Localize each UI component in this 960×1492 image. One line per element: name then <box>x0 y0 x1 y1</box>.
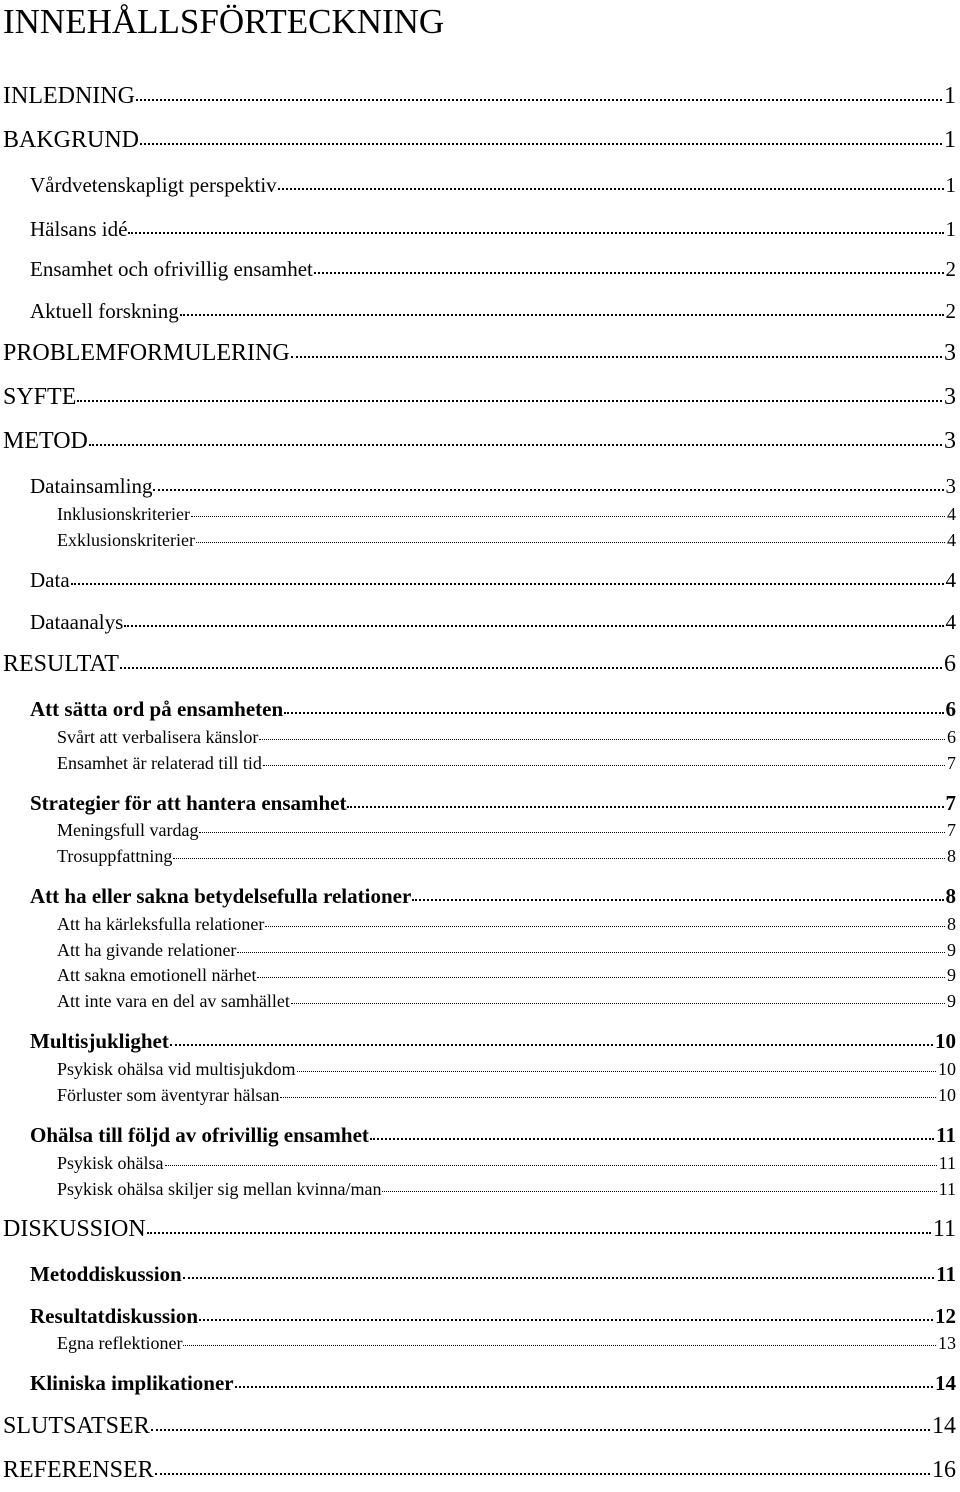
toc-page-number: 7 <box>947 753 956 774</box>
toc-leader-dots <box>412 899 943 901</box>
toc-entry[interactable] <box>57 1086 956 1104</box>
toc-leader-dots <box>257 977 945 978</box>
toc-page-number: 1 <box>945 216 956 241</box>
toc-entry-title: Data <box>30 567 70 592</box>
toc-entry-title: Kliniska implikationer <box>30 1370 234 1395</box>
toc-page-number: 6 <box>945 696 956 721</box>
toc-entry[interactable] <box>30 790 956 815</box>
toc-leader-dots <box>140 143 942 145</box>
toc-entry-title: Svårt att verbalisera känslor <box>57 727 259 748</box>
toc-entry-title: SYFTE <box>3 384 77 411</box>
toc-page-number: 10 <box>938 1059 956 1080</box>
toc-entry[interactable] <box>3 652 956 676</box>
toc-entry[interactable] <box>30 567 956 592</box>
toc-entry-title: Resultatdiskussion <box>30 1303 199 1328</box>
toc-page-number: 4 <box>947 530 956 551</box>
toc-entry-title: Meningsfull vardag <box>57 820 199 841</box>
toc-entry[interactable] <box>57 941 956 959</box>
toc-entry[interactable] <box>3 84 956 108</box>
toc-entry-title: METOD <box>3 428 88 455</box>
toc-entry-title: Att inte vara en del av samhället <box>57 991 290 1012</box>
toc-leader-dots <box>278 188 944 190</box>
toc-leader-dots <box>314 272 944 274</box>
toc-leader-dots <box>89 444 942 446</box>
toc-entry-title: Psykisk ohälsa skiljer sig mellan kvinna/man <box>57 1179 382 1200</box>
toc-entry[interactable] <box>30 1261 956 1286</box>
toc-entry-title: Psykisk ohälsa <box>57 1153 164 1174</box>
toc-entry-title: Aktuell forskning <box>30 298 179 323</box>
toc-leader-dots <box>170 1044 933 1046</box>
toc-entry-title: Ensamhet och ofrivillig ensamhet <box>30 256 313 281</box>
toc-leader-dots <box>173 858 945 859</box>
toc-page-number: 6 <box>947 727 956 748</box>
toc-leader-dots <box>291 1003 945 1004</box>
toc-entry[interactable] <box>30 172 956 197</box>
toc-page-number: 4 <box>947 504 956 525</box>
toc-page-number: 1 <box>944 127 956 154</box>
toc-entry-title: Vårdvetenskapligt perspektiv <box>30 172 277 197</box>
toc-leader-dots <box>199 1319 933 1321</box>
toc-entry[interactable] <box>57 1154 956 1172</box>
toc-leader-dots <box>370 1138 934 1140</box>
toc-entry[interactable] <box>30 1303 956 1328</box>
toc-entry[interactable] <box>57 1060 956 1078</box>
toc-leader-dots <box>199 832 945 833</box>
toc-entry[interactable] <box>57 1180 956 1198</box>
toc-page-number: 2 <box>945 256 956 281</box>
toc-entry-title: INLEDNING <box>3 83 135 110</box>
toc-entry[interactable] <box>3 429 956 453</box>
toc-leader-dots <box>128 232 943 234</box>
toc-leader-dots <box>155 1473 930 1475</box>
toc-entry[interactable] <box>30 883 956 908</box>
toc-entry[interactable] <box>3 385 956 409</box>
toc-entry[interactable] <box>30 298 956 323</box>
toc-entry-title: Exklusionskriterier <box>57 530 195 551</box>
toc-leader-dots <box>291 356 942 358</box>
toc-page-number: 7 <box>945 790 956 815</box>
toc-leader-dots <box>165 1165 937 1166</box>
toc-leader-dots <box>347 806 943 808</box>
toc-leader-dots <box>297 1071 936 1072</box>
toc-page-number: 1 <box>945 172 956 197</box>
toc-entry[interactable] <box>57 915 956 933</box>
toc-entry-title: Att ha givande relationer <box>57 940 237 961</box>
toc-entry-title: Strategier för att hantera ensamhet <box>30 790 347 815</box>
toc-entry[interactable] <box>30 256 956 281</box>
toc-page-number: 13 <box>938 1333 956 1354</box>
toc-page-number: 3 <box>944 428 956 455</box>
toc-leader-dots <box>284 712 943 714</box>
toc-entry-title: Inklusionskriterier <box>57 504 190 525</box>
toc-entry-title: RESULTAT <box>3 651 119 678</box>
toc-entry[interactable] <box>3 341 956 365</box>
toc-entry-title: Ensamhet är relaterad till tid <box>57 753 262 774</box>
toc-page-number: 11 <box>932 1216 956 1243</box>
toc-leader-dots <box>147 1232 931 1234</box>
toc-entry-title: Förluster som äventyrar hälsan <box>57 1085 280 1106</box>
toc-entry[interactable] <box>57 505 956 523</box>
toc-page-number: 3 <box>944 340 956 367</box>
toc-leader-dots <box>235 1386 933 1388</box>
toc-entry-title: Dataanalys <box>30 609 124 634</box>
toc-leader-dots <box>120 667 942 669</box>
toc-entry[interactable] <box>57 966 956 984</box>
toc-entry-title: Hälsans idé <box>30 216 128 241</box>
toc-entry[interactable] <box>30 1122 956 1147</box>
toc-entry[interactable] <box>3 1414 956 1438</box>
toc-leader-dots <box>265 926 945 927</box>
toc-leader-dots <box>382 1191 936 1192</box>
toc-page-number: 11 <box>938 1179 956 1200</box>
toc-entry[interactable] <box>57 1334 956 1352</box>
toc-entry[interactable] <box>57 531 956 549</box>
toc-entry[interactable] <box>57 847 956 865</box>
toc-entry-title: Att sakna emotionell närhet <box>57 965 257 986</box>
toc-leader-dots <box>263 765 945 766</box>
toc-leader-dots <box>237 952 945 953</box>
toc-title: INNEHÅLLSFÖRTECKNING <box>3 2 445 41</box>
toc-page-number: 11 <box>936 1261 956 1286</box>
toc-leader-dots <box>183 1345 936 1346</box>
toc-leader-dots <box>153 489 943 491</box>
toc-page-number: 9 <box>947 991 956 1012</box>
toc-leader-dots <box>180 314 944 316</box>
toc-page-number: 8 <box>947 846 956 867</box>
toc-entry-title: BAKGRUND <box>3 127 140 154</box>
toc-leader-dots <box>71 583 944 585</box>
toc-leader-dots <box>124 625 943 627</box>
toc-entry-title: Att sätta ord på ensamheten <box>30 696 284 721</box>
toc-entry[interactable] <box>30 1370 956 1395</box>
toc-entry-title: Ohälsa till följd av ofrivillig ensamhet <box>30 1122 369 1147</box>
toc-page-number: 3 <box>945 473 956 498</box>
toc-entry-title: Datainsamling <box>30 473 153 498</box>
toc-leader-dots <box>280 1097 936 1098</box>
toc-entry-title: Metoddiskussion <box>30 1261 182 1286</box>
toc-page-number: 8 <box>945 883 956 908</box>
toc-page-number: 6 <box>944 651 956 678</box>
toc-entry[interactable] <box>57 728 956 746</box>
toc-entry-title: PROBLEMFORMULERING <box>3 340 290 367</box>
toc-entry[interactable] <box>3 1458 956 1482</box>
toc-leader-dots <box>183 1277 934 1279</box>
toc-entry[interactable] <box>30 1028 956 1053</box>
toc-page-number: 14 <box>932 1413 956 1440</box>
toc-page-number: 4 <box>945 567 956 592</box>
toc-page-number: 12 <box>935 1303 956 1328</box>
toc-entry[interactable] <box>30 216 956 241</box>
toc-entry-title: Egna reflektioner <box>57 1333 183 1354</box>
toc-page-number: 10 <box>938 1085 956 1106</box>
toc-page-number: 11 <box>938 1153 956 1174</box>
toc-entry[interactable] <box>30 609 956 634</box>
toc-leader-dots <box>196 542 945 543</box>
toc-entry[interactable] <box>3 1217 956 1241</box>
toc-entry-title: REFERENSER <box>3 1457 154 1484</box>
toc-page-number: 9 <box>947 940 956 961</box>
toc-entry-title: Trosuppfattning <box>57 846 173 867</box>
toc-leader-dots <box>259 739 945 740</box>
toc-entry-title: Multisjuklighet <box>30 1028 169 1053</box>
toc-page-number: 1 <box>944 83 956 110</box>
toc-entry-title: SLUTSATSER <box>3 1413 150 1440</box>
toc-entry-title: Att ha kärleksfulla relationer <box>57 914 265 935</box>
toc-entry[interactable] <box>57 821 956 839</box>
toc-page-number: 9 <box>947 965 956 986</box>
toc-page-number: 2 <box>945 298 956 323</box>
toc-leader-dots <box>191 516 945 517</box>
toc-leader-dots <box>77 400 942 402</box>
toc-leader-dots <box>151 1429 930 1431</box>
toc-page-number: 11 <box>936 1122 956 1147</box>
toc-page-number: 4 <box>945 609 956 634</box>
toc-page-number: 14 <box>935 1370 956 1395</box>
toc-page-number: 3 <box>944 384 956 411</box>
toc-entry-title: DISKUSSION <box>3 1216 146 1243</box>
toc-entry[interactable] <box>3 128 956 152</box>
toc-entry[interactable] <box>57 754 956 772</box>
toc-page-number: 8 <box>947 914 956 935</box>
toc-entry[interactable] <box>57 992 956 1010</box>
toc-page-number: 10 <box>935 1028 956 1053</box>
toc-entry-title: Psykisk ohälsa vid multisjukdom <box>57 1059 296 1080</box>
toc-entry-title: Att ha eller sakna betydelsefulla relationer <box>30 883 412 908</box>
toc-page-number: 16 <box>932 1457 956 1484</box>
toc-entry[interactable] <box>30 473 956 498</box>
toc-leader-dots <box>136 99 942 101</box>
toc-entry[interactable] <box>30 696 956 721</box>
toc-page-number: 7 <box>947 820 956 841</box>
